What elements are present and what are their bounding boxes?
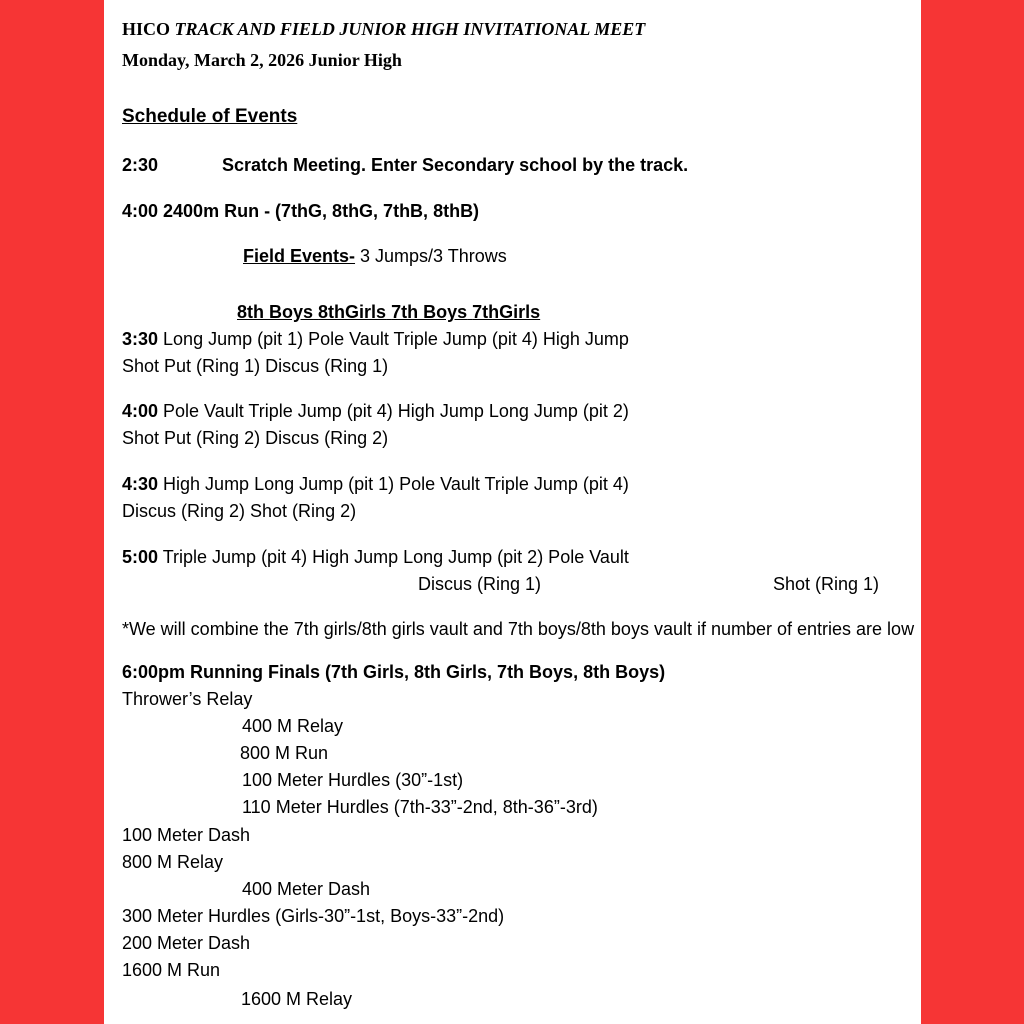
rotation-3-line-2: Discus (Ring 2) Shot (Ring 2) — [122, 501, 357, 521]
column-8th-boys: 8th Boys — [237, 302, 314, 322]
rotation-4-discus: Discus (Ring 1) — [418, 574, 542, 594]
finals-event: 800 M Relay — [122, 852, 224, 872]
meet-title — [122, 20, 645, 38]
finals-event: 1600 M Relay — [241, 989, 353, 1009]
finals-event: 200 Meter Dash — [122, 933, 251, 953]
rotation-3-line-1 — [122, 475, 629, 493]
rotation-1-line-1 — [122, 330, 629, 348]
finals-event: Thrower’s Relay — [122, 689, 253, 709]
title-school: HICO — [122, 19, 175, 39]
rotation-2-line-2: Shot Put (Ring 2) Discus (Ring 2) — [122, 428, 389, 448]
field-events-line — [243, 247, 507, 265]
finals-event: 400 M Relay — [242, 716, 344, 736]
column-headers — [237, 303, 540, 321]
title-meet-name: TRACK AND FIELD JUNIOR HIGH INVITATIONAL MEET — [174, 19, 646, 39]
rotation-4-shot: Shot (Ring 1) — [773, 574, 880, 594]
rotation-events: Pole Vault Triple Jump (pit 4) High Jump Long Jump (pit 2) — [158, 401, 629, 421]
scratch-time: 2:30 — [122, 155, 159, 175]
rotation-time: 3:30 — [122, 329, 159, 349]
field-events-detail: 3 Jumps/3 Throws — [355, 246, 507, 266]
finals-event: 400 Meter Dash — [242, 879, 371, 899]
rotation-time: 5:00 — [122, 547, 159, 567]
column-7th-boys: 7th Boys — [391, 302, 468, 322]
field-events-label: Field Events- — [243, 246, 356, 266]
rotation-events: Triple Jump (pit 4) High Jump Long Jump (pit 2) Pole Vault — [158, 547, 629, 567]
rotation-time: 4:00 — [122, 401, 159, 421]
finals-event: 300 Meter Hurdles (Girls-30”-1st, Boys-33”-2nd) — [122, 906, 505, 926]
finals-event: 110 Meter Hurdles (7th-33”-2nd, 8th-36”-3rd) — [242, 797, 598, 817]
finals-event: 800 M Run — [240, 743, 329, 763]
meet-date: Monday, March 2, 2026 Junior High — [122, 50, 402, 70]
rotation-events: Long Jump (pit 1) Pole Vault Triple Jump (pit 4) High Jump — [158, 329, 629, 349]
finals-event: 1600 M Run — [122, 960, 221, 980]
column-7th-girls: 7thGirls — [472, 302, 541, 322]
finals-event: 100 Meter Dash — [122, 825, 251, 845]
run-2400-line: 4:00 2400m Run - (7thG, 8thG, 7thB, 8thB) — [122, 201, 480, 221]
rotation-2-line-1 — [122, 402, 629, 420]
finals-heading: 6:00pm Running Finals (7th Girls, 8th Girls, 7th Boys, 8th Boys) — [122, 662, 666, 682]
finals-event: 100 Meter Hurdles (30”-1st) — [242, 770, 464, 790]
rotation-1-line-2: Shot Put (Ring 1) Discus (Ring 1) — [122, 356, 389, 376]
scratch-meeting-text: Scratch Meeting. Enter Secondary school by the track. — [222, 155, 689, 175]
rotation-time: 4:30 — [122, 474, 159, 494]
rotation-4-line-1 — [122, 548, 629, 566]
column-8th-girls: 8thGirls — [318, 302, 387, 322]
schedule-heading: Schedule of Events — [122, 106, 298, 127]
schedule-document — [104, 0, 921, 1024]
vault-combine-note: *We will combine the 7th girls/8th girls vault and 7th boys/8th boys vault if number of entries are low — [122, 619, 915, 639]
rotation-events: High Jump Long Jump (pit 1) Pole Vault Triple Jump (pit 4) — [158, 474, 629, 494]
